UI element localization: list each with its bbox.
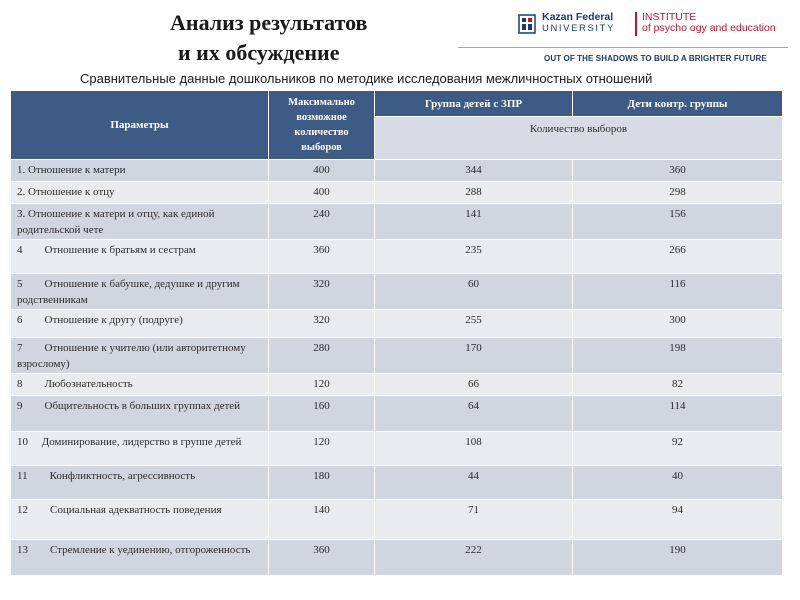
table-row (11, 374, 783, 396)
row-control-cell: 114 (573, 396, 783, 432)
row-max-cell: 160 (269, 396, 375, 432)
row-param-cell: 6 Отношение к другу (подруге) (11, 310, 269, 338)
table-row (11, 274, 783, 310)
row-max-cell: 280 (269, 338, 375, 374)
kfu-wordmark (542, 12, 615, 34)
col-header-params: Параметры (11, 91, 269, 160)
row-max-cell: 400 (269, 182, 375, 204)
row-zpr-cell: 235 (375, 240, 573, 274)
title-line-2: и их обсуждение (178, 40, 340, 65)
row-param-cell: 9 Общительность в больших группах детей (11, 396, 269, 432)
table-row (11, 204, 783, 240)
row-param-cell: 13 Стремление к уединению, отгороженность (11, 540, 269, 576)
row-control-cell: 266 (573, 240, 783, 274)
row-zpr-cell: 288 (375, 182, 573, 204)
header-divider (458, 47, 788, 48)
kfu-logo (518, 12, 788, 38)
row-zpr-cell: 44 (375, 466, 573, 500)
inst-line-2: of psycho ogy and education (642, 22, 776, 34)
row-zpr-cell: 222 (375, 540, 573, 576)
table-row (11, 540, 783, 576)
table-row (11, 500, 783, 540)
row-param-cell: 10 Доминирование, лидерство в группе детей (11, 432, 269, 466)
kfu-line-2: UNIVERSITY (542, 23, 616, 34)
slogan: OUT OF THE SHADOWS TO BUILD A BRIGHTER FUTURE (544, 54, 767, 63)
table-caption: Сравнительные данные дошкольников по методике исследования межличностных отношений (80, 71, 653, 86)
institute-wordmark (642, 12, 776, 34)
row-max-cell: 240 (269, 204, 375, 240)
row-zpr-cell: 108 (375, 432, 573, 466)
row-zpr-cell: 170 (375, 338, 573, 374)
row-zpr-cell: 344 (375, 160, 573, 182)
row-zpr-cell: 141 (375, 204, 573, 240)
row-max-cell: 120 (269, 374, 375, 396)
row-control-cell: 94 (573, 500, 783, 540)
row-control-cell: 298 (573, 182, 783, 204)
table-row (11, 396, 783, 432)
row-zpr-cell: 64 (375, 396, 573, 432)
row-max-cell: 400 (269, 160, 375, 182)
row-max-cell: 320 (269, 274, 375, 310)
row-zpr-cell: 71 (375, 500, 573, 540)
table-row (11, 338, 783, 374)
subheader-count: Количество выборов (375, 117, 783, 160)
inst-line-1: INSTITUTE (642, 11, 697, 23)
logo-separator (635, 12, 637, 36)
row-max-cell: 120 (269, 432, 375, 466)
row-param-cell: 12 Социальная адекватность поведения (11, 500, 269, 540)
table-row (11, 466, 783, 500)
results-table (10, 90, 780, 598)
slide-title (170, 8, 367, 68)
table-row (11, 432, 783, 466)
col-header-control: Дети контр. группы (573, 91, 783, 117)
table-row (11, 240, 783, 274)
row-param-cell: 8 Любознательность (11, 374, 269, 396)
row-control-cell: 82 (573, 374, 783, 396)
row-max-cell: 320 (269, 310, 375, 338)
row-control-cell: 198 (573, 338, 783, 374)
table-row (11, 310, 783, 338)
row-max-cell: 140 (269, 500, 375, 540)
row-control-cell: 92 (573, 432, 783, 466)
col-header-zpr: Группа детей с ЗПР (375, 91, 573, 117)
row-zpr-cell: 255 (375, 310, 573, 338)
table-row (11, 160, 783, 182)
row-control-cell: 156 (573, 204, 783, 240)
row-max-cell: 360 (269, 240, 375, 274)
row-param-cell: 1. Отношение к матери (11, 160, 269, 182)
kfu-emblem-icon (518, 14, 536, 34)
row-param-cell: 4 Отношение к братьям и сестрам (11, 240, 269, 274)
row-control-cell: 300 (573, 310, 783, 338)
row-control-cell: 116 (573, 274, 783, 310)
row-zpr-cell: 60 (375, 274, 573, 310)
row-param-cell: 3. Отношение к матери и отцу, как единой родительской чете (11, 204, 269, 240)
row-param-cell: 11 Конфликтность, агрессивность (11, 466, 269, 500)
col-header-max: Максимально возможное количество выборов (269, 91, 375, 160)
table-row (11, 182, 783, 204)
row-max-cell: 180 (269, 466, 375, 500)
row-param-cell: 7 Отношение к учителю (или авторитетному взрослому) (11, 338, 269, 374)
row-zpr-cell: 66 (375, 374, 573, 396)
row-control-cell: 40 (573, 466, 783, 500)
row-param-cell: 2. Отношение к отцу (11, 182, 269, 204)
row-control-cell: 190 (573, 540, 783, 576)
row-control-cell: 360 (573, 160, 783, 182)
row-max-cell: 360 (269, 540, 375, 576)
row-param-cell: 5 Отношение к бабушке, дедушке и другим родственникам (11, 274, 269, 310)
title-line-1: Анализ результатов (170, 10, 368, 35)
kfu-line-1: Kazan Federal (542, 11, 614, 23)
